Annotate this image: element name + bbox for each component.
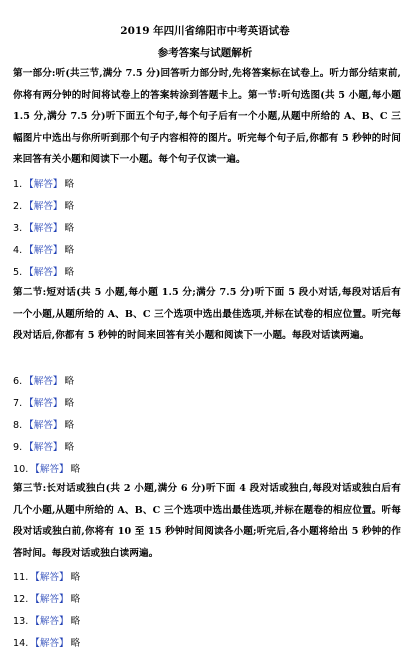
answer-text: 略 xyxy=(64,223,75,234)
item-number: 6. xyxy=(13,376,23,387)
document-title: 2019 年四川省绵阳市中考英语试卷 xyxy=(120,25,290,37)
answer-text: 略 xyxy=(64,201,75,212)
item-number: 9. xyxy=(13,442,23,453)
answer-text: 略 xyxy=(64,398,75,409)
part3-instructions: 第三节:长对话或独白(共 2 小题,满分 6 分)听下面 4 段对话或独白,每段对话或独白后有几个小题,从题中所给的 A、B、C 三个选项中选出最佳选项,并标在题卷的相应位置。听每段对话或独白前,你将有 10 至 15 秒钟时间阅读各小题;听完后,各小题将给出 5 秒钟的作答时间。每段对话或独白读两遍。 xyxy=(13,483,401,559)
document-subtitle: 参考答案与试题解析 xyxy=(157,47,253,59)
item-number: 10. xyxy=(13,464,29,475)
answer-text: 略 xyxy=(70,464,81,475)
part2-instructions: 第二节:短对话(共 5 小题,每小题 1.5 分;满分 7.5 分)听下面 5 段小对话,每段对话后有一个小题,从题所给的 A、B、C 三个选项中选出最佳选项,并标在试卷的相应位置。听完每段对话后,你都有 5 秒钟的时间来回答有关小题和阅读下一小题。每段对话读两遍。 xyxy=(13,287,401,341)
item-number: 5. xyxy=(13,267,23,278)
item-number: 11. xyxy=(13,572,29,583)
part1-instructions: 第一部分:听(共三节,满分 7.5 分)回答听力部分时,先将答案标在试卷上。听力部分结束前,你将有两分钟的时间将试卷上的答案转涂到答题卡上。第一节:听句选图(共 5 小题,每小题 1.5 分,满分 7.5 分)听下面五个句子,每个句子后有一个小题,从题中所给的 A、B、C 三幅图片中选出与你所听到那个句子内容相符的图片。听完每个句子后,你都有 5 秒钟的时间来回答有关小题和阅读下一小题。每个句子仅读一遍。 xyxy=(13,68,401,165)
answer-label: 【解答】 xyxy=(30,464,69,475)
answer-text: 略 xyxy=(64,420,75,431)
answer-label: 【解答】 xyxy=(24,267,63,278)
answer-label: 【解答】 xyxy=(24,245,63,256)
answer-item-14 xyxy=(13,635,80,649)
answer-text: 略 xyxy=(64,245,75,256)
item-number: 4. xyxy=(13,245,23,256)
answer-text: 略 xyxy=(64,179,75,190)
answer-label: 【解答】 xyxy=(24,223,63,234)
answer-item-5 xyxy=(13,264,74,278)
item-number: 8. xyxy=(13,420,23,431)
answer-label: 【解答】 xyxy=(30,616,69,627)
answer-label: 【解答】 xyxy=(24,442,63,453)
answer-label: 【解答】 xyxy=(30,638,69,649)
answer-label: 【解答】 xyxy=(24,201,63,212)
answer-label: 【解答】 xyxy=(24,376,63,387)
answer-text: 略 xyxy=(70,616,81,627)
answer-text: 略 xyxy=(64,267,75,278)
answer-label: 【解答】 xyxy=(24,398,63,409)
answer-text: 略 xyxy=(70,572,81,583)
answer-item-11 xyxy=(13,569,80,583)
answer-item-10 xyxy=(13,461,80,475)
item-number: 13. xyxy=(13,616,29,627)
answer-item-13 xyxy=(13,613,80,627)
answer-item-2 xyxy=(13,198,74,212)
answer-text: 略 xyxy=(70,638,81,649)
answer-item-1 xyxy=(13,176,74,190)
answer-text: 略 xyxy=(64,376,75,387)
item-number: 14. xyxy=(13,638,29,649)
item-number: 2. xyxy=(13,201,23,212)
answer-item-4 xyxy=(13,242,74,256)
answer-label: 【解答】 xyxy=(24,179,63,190)
answer-text: 略 xyxy=(70,594,81,605)
answer-item-8 xyxy=(13,417,74,431)
item-number: 12. xyxy=(13,594,29,605)
item-number: 3. xyxy=(13,223,23,234)
answer-item-9 xyxy=(13,439,74,453)
item-number: 1. xyxy=(13,179,23,190)
answer-text: 略 xyxy=(64,442,75,453)
answer-label: 【解答】 xyxy=(30,594,69,605)
answer-label: 【解答】 xyxy=(24,420,63,431)
answer-item-12 xyxy=(13,591,80,605)
answer-item-6 xyxy=(13,373,74,387)
item-number: 7. xyxy=(13,398,23,409)
answer-item-7 xyxy=(13,395,74,409)
answer-label: 【解答】 xyxy=(30,572,69,583)
answer-item-3 xyxy=(13,220,74,234)
